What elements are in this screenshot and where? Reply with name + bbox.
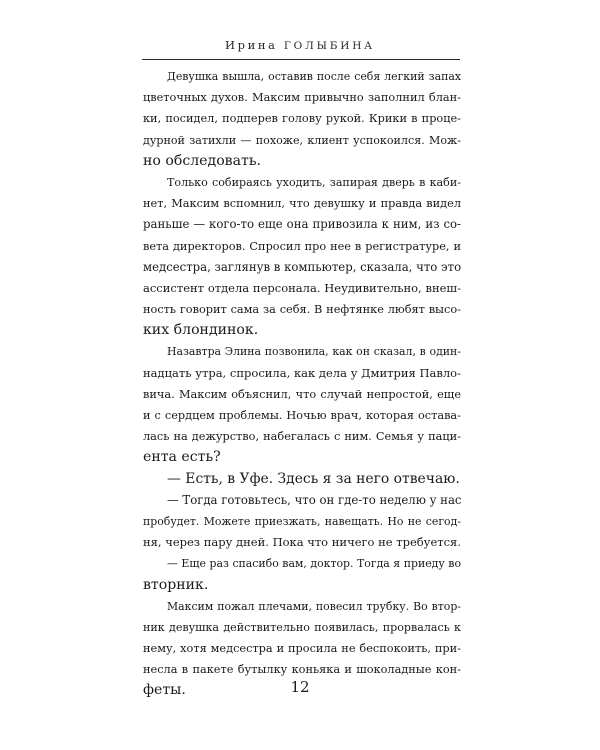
text-line: раньше — кого-то еще она привозила к ним, из со- [143, 217, 461, 232]
text-line: лась на дежурство, набегалась с ним. Семья у паци- [143, 430, 461, 444]
text-line: цветочных духов. Максим привычно заполнил блан- [143, 91, 461, 105]
text-line: ник девушка действительно появилась, прорвалась к [143, 620, 461, 634]
text-line: нему, хотя медсестра и просила не беспокоить, при- [143, 642, 461, 656]
header-rule [142, 59, 460, 60]
text-line: Только собираясь уходить, запирая дверь в каби- [167, 175, 461, 189]
text-line: феты. [143, 682, 186, 699]
text-line: несла в пакете бутылку коньяка и шоколадные кон- [143, 663, 461, 677]
running-head-author-first: Ирина [225, 38, 278, 52]
text-line: вторник. [143, 576, 209, 593]
text-line: ента есть? [143, 449, 221, 466]
text-line: вича. Максим объяснил, что случай непростой, еще [143, 387, 461, 401]
text-line: ня, через пару дней. Пока что ничего не требуется. [143, 535, 461, 550]
text-line: надцать утра, спросила, как дела у Дмитрия Павло- [143, 365, 461, 380]
text-line: пробудет. Можете приезжать, навещать. Но не сегод- [143, 514, 461, 528]
page-number: 12 [290, 678, 310, 696]
text-line: и с сердцем проблемы. Ночью врач, которая остава- [143, 409, 461, 422]
text-line: но обследовать. [143, 152, 261, 169]
text-line: — Еще раз спасибо вам, доктор. Тогда я приеду во [167, 557, 461, 571]
text-line: вета директоров. Спросил про нее в регистратуре, и [143, 239, 461, 253]
text-line: Девушка вышла, оставив после себя легкий запах [167, 70, 461, 83]
text-line: ассистент отдела персонала. Неудивительно, внеш- [143, 280, 461, 295]
text-line: ки, посидел, подперев голову рукой. Крики в проце- [143, 112, 461, 126]
running-head [0, 38, 600, 52]
text-line: ких блондинок. [143, 322, 259, 339]
text-line: Максим пожал плечами, повесил трубку. Во втор- [167, 599, 461, 613]
text-line: дурной затихли — похоже, клиент успокоился. Мож- [143, 133, 461, 147]
text-line: медсестра, заглянув в компьютер, сказала, что это [143, 259, 461, 274]
text-line: ность говорит сама за себя. В нефтянке любят высо- [143, 303, 461, 317]
text-line: — Есть, в Уфе. Здесь я за него отвечаю. [167, 470, 460, 487]
body-text [143, 66, 461, 702]
text-line: — Тогда готовьтесь, что он где-то неделю у нас [167, 492, 461, 507]
running-head-author-last: ГОЛЫБИНА [283, 40, 375, 52]
text-line: нет, Максим вспомнил, что девушку и правда видел [143, 197, 461, 211]
text-line: Назавтра Элина позвонила, как он сказал, в один- [167, 345, 461, 359]
